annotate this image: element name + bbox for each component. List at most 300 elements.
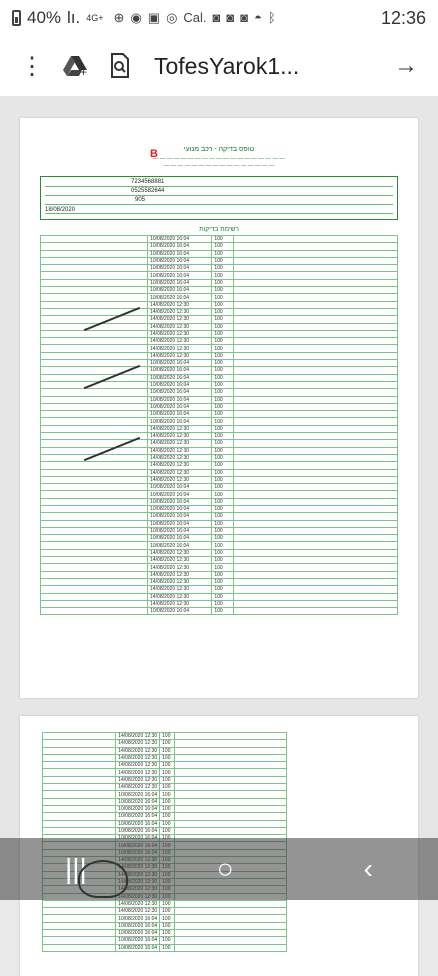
row-label (233, 236, 397, 243)
row-value: 100 (212, 608, 233, 615)
table-row (41, 557, 398, 564)
row-date: 14/08/2020 12:30 (148, 476, 212, 483)
row-value: 100 (212, 403, 233, 410)
table-row (41, 418, 398, 425)
row-date: 10/08/2020 16:04 (148, 250, 212, 257)
row-date: 10/08/2020 16:04 (116, 791, 160, 798)
row-note (43, 762, 116, 769)
row-label (174, 827, 286, 834)
row-date: 10/08/2020 16:04 (148, 498, 212, 505)
row-value: 100 (212, 578, 233, 585)
table-row (41, 462, 398, 469)
row-note (41, 425, 148, 432)
row-label (233, 374, 397, 381)
row-date: 14/08/2020 12:30 (148, 308, 212, 315)
row-value: 100 (212, 476, 233, 483)
row-note (41, 535, 148, 542)
row-note (43, 798, 116, 805)
svg-text:+: + (80, 65, 88, 79)
row-note (41, 257, 148, 264)
row-label (233, 389, 397, 396)
row-note (41, 469, 148, 476)
table-row (41, 367, 398, 374)
row-date: 10/08/2020 16:04 (116, 820, 160, 827)
table-row (43, 915, 287, 922)
row-value: 100 (212, 549, 233, 556)
row-note (43, 922, 116, 929)
messenger-icon: ◓ (254, 10, 262, 25)
row-date: 14/08/2020 12:30 (148, 301, 212, 308)
row-label (233, 330, 397, 337)
document-content (40, 146, 398, 615)
row-date: 14/08/2020 12:30 (148, 440, 212, 447)
row-note (41, 301, 148, 308)
row-label (174, 930, 286, 937)
row-value: 100 (160, 827, 175, 834)
table-row (41, 476, 398, 483)
row-date: 10/08/2020 16:04 (116, 944, 160, 951)
row-note (41, 564, 148, 571)
row-value: 100 (160, 820, 175, 827)
row-value: 100 (160, 740, 175, 747)
row-label (233, 454, 397, 461)
row-date: 10/08/2020 16:04 (148, 608, 212, 615)
row-date: 10/08/2020 16:04 (148, 411, 212, 418)
row-label (233, 520, 397, 527)
row-note (41, 418, 148, 425)
row-date: 10/08/2020 16:04 (148, 272, 212, 279)
row-label (233, 352, 397, 359)
row-date: 10/08/2020 16:04 (148, 381, 212, 388)
row-date: 14/08/2020 12:30 (148, 433, 212, 440)
row-value: 100 (212, 236, 233, 243)
table-row (41, 250, 398, 257)
row-note (41, 586, 148, 593)
row-date: 14/08/2020 12:30 (148, 323, 212, 330)
row-value: 100 (212, 571, 233, 578)
doc-header: טופס בדיקה - רכב מנועי (183, 146, 255, 153)
row-note (41, 396, 148, 403)
row-label (233, 527, 397, 534)
viewer-toolbar (0, 36, 438, 96)
row-note (43, 805, 116, 812)
row-label (233, 381, 397, 388)
row-value: 100 (212, 374, 233, 381)
table-row (41, 542, 398, 549)
row-label (174, 922, 286, 929)
table-row (41, 608, 398, 615)
row-note (41, 447, 148, 454)
row-value: 100 (212, 316, 233, 323)
table-row (41, 425, 398, 432)
phone-number: 0525582644 (131, 188, 165, 194)
row-date: 10/08/2020 16:04 (116, 798, 160, 805)
row-label (233, 272, 397, 279)
table-row (41, 236, 398, 243)
table-row (43, 900, 287, 907)
row-label (233, 578, 397, 585)
row-date: 10/08/2020 16:04 (148, 257, 212, 264)
row-label (174, 900, 286, 907)
row-value: 100 (212, 338, 233, 345)
license-number: 905 (135, 197, 146, 203)
row-value: 100 (160, 930, 175, 937)
row-label (233, 593, 397, 600)
row-note (43, 908, 116, 915)
row-value: 100 (212, 491, 233, 498)
row-date: 10/08/2020 16:04 (116, 813, 160, 820)
row-label (233, 433, 397, 440)
row-value: 100 (212, 294, 233, 301)
row-value: 100 (212, 287, 233, 294)
row-label (174, 776, 286, 783)
row-note (43, 754, 116, 761)
row-label (174, 813, 286, 820)
table-row (41, 520, 398, 527)
row-label (174, 805, 286, 812)
pdf-viewer[interactable] (0, 96, 438, 951)
row-label (233, 316, 397, 323)
row-date: 14/08/2020 12:30 (148, 352, 212, 359)
table-row (43, 805, 287, 812)
whatsapp-icon: ◎ (166, 10, 178, 25)
row-label (233, 600, 397, 607)
row-date: 10/08/2020 16:04 (148, 374, 212, 381)
row-value: 100 (160, 922, 175, 929)
row-date: 10/08/2020 16:04 (148, 236, 212, 243)
row-value: 100 (160, 908, 175, 915)
row-value: 100 (212, 411, 233, 418)
row-value: 100 (212, 557, 233, 564)
row-value: 100 (212, 418, 233, 425)
row-value: 100 (212, 593, 233, 600)
checks-table (40, 235, 398, 615)
row-value: 100 (212, 520, 233, 527)
row-label (233, 367, 397, 374)
row-note (43, 827, 116, 834)
table-row (43, 784, 287, 791)
row-date: 14/08/2020 12:30 (116, 747, 160, 754)
row-date: 14/08/2020 12:30 (116, 908, 160, 915)
document-title: TofesYarok1... (154, 52, 300, 79)
row-value: 100 (212, 330, 233, 337)
row-date: 10/08/2020 16:04 (116, 805, 160, 812)
row-date: 14/08/2020 12:30 (148, 586, 212, 593)
row-value: 100 (212, 279, 233, 286)
row-date: 14/08/2020 12:30 (148, 425, 212, 432)
doc-letter: B (150, 148, 158, 160)
signal-icon: lı. (67, 8, 81, 27)
row-note (41, 243, 148, 250)
row-date: 10/08/2020 16:04 (148, 367, 212, 374)
row-value: 100 (212, 265, 233, 272)
row-note (43, 937, 116, 944)
row-note (43, 776, 116, 783)
row-value: 100 (212, 447, 233, 454)
table-row (41, 338, 398, 345)
row-date: 10/08/2020 16:04 (116, 937, 160, 944)
row-value: 100 (212, 600, 233, 607)
table-row (41, 549, 398, 556)
row-note (41, 505, 148, 512)
row-value: 100 (212, 389, 233, 396)
row-date: 14/08/2020 12:30 (116, 900, 160, 907)
table-row (41, 564, 398, 571)
table-row (41, 308, 398, 315)
table-row (41, 360, 398, 367)
row-note (41, 411, 148, 418)
table-row (41, 593, 398, 600)
row-date: 10/08/2020 16:04 (148, 505, 212, 512)
row-label (233, 469, 397, 476)
row-value: 100 (160, 937, 175, 944)
row-value: 100 (212, 301, 233, 308)
row-date: 14/08/2020 12:30 (148, 330, 212, 337)
row-label (174, 733, 286, 740)
row-label (233, 403, 397, 410)
table-row (43, 740, 287, 747)
row-label (174, 798, 286, 805)
table-row (41, 600, 398, 607)
more-options-button[interactable] (10, 44, 54, 88)
table-row (41, 316, 398, 323)
table-row (41, 396, 398, 403)
row-date: 14/08/2020 12:30 (148, 593, 212, 600)
signature-overlay (78, 860, 128, 898)
table-row (43, 937, 287, 944)
row-date: 10/08/2020 16:04 (148, 389, 212, 396)
row-note (43, 784, 116, 791)
row-label (233, 440, 397, 447)
table-row (41, 484, 398, 491)
row-value: 100 (212, 484, 233, 491)
row-date: 14/08/2020 12:30 (148, 469, 212, 476)
row-note (41, 360, 148, 367)
row-note (41, 250, 148, 257)
location-icon: ◉ (130, 10, 142, 25)
row-label (233, 294, 397, 301)
row-label (233, 505, 397, 512)
table-row (43, 813, 287, 820)
row-label (233, 542, 397, 549)
table-row (41, 389, 398, 396)
row-value: 100 (212, 323, 233, 330)
row-date: 10/08/2020 16:04 (148, 360, 212, 367)
row-note (41, 279, 148, 286)
row-note (41, 389, 148, 396)
bluetooth-icon: ᛒ (267, 10, 276, 25)
row-label (233, 338, 397, 345)
row-date: 10/08/2020 16:04 (148, 484, 212, 491)
table-row (43, 827, 287, 834)
row-date: 10/08/2020 16:04 (148, 279, 212, 286)
form-date: 18/08/2020 (45, 207, 76, 213)
table-row (41, 345, 398, 352)
pdf-page-1 (20, 118, 418, 698)
row-label (233, 323, 397, 330)
row-note (43, 930, 116, 937)
sync-icon: ⊕ (113, 10, 125, 25)
row-date: 14/08/2020 12:30 (116, 762, 160, 769)
add-to-drive-button[interactable] (54, 44, 98, 88)
table-row (41, 411, 398, 418)
instagram-icon: ◙ (226, 10, 235, 25)
table-row (43, 733, 287, 740)
row-label (233, 396, 397, 403)
instagram-icon: ◙ (240, 10, 249, 25)
row-note (43, 820, 116, 827)
image-icon: ▣ (147, 10, 161, 25)
row-label (233, 513, 397, 520)
row-label (233, 243, 397, 250)
arrow-right-icon: → (394, 52, 418, 79)
row-label (233, 411, 397, 418)
section-title: רשימת בדיקות (199, 226, 239, 233)
table-row (41, 498, 398, 505)
row-value: 100 (212, 462, 233, 469)
row-label (174, 791, 286, 798)
row-label (233, 308, 397, 315)
row-label (233, 564, 397, 571)
row-label (174, 820, 286, 827)
row-value: 100 (212, 535, 233, 542)
row-value: 100 (212, 425, 233, 432)
table-row (41, 272, 398, 279)
row-note (41, 608, 148, 615)
row-date: 14/08/2020 12:30 (148, 557, 212, 564)
row-date: 10/08/2020 16:04 (148, 265, 212, 272)
row-date: 10/08/2020 16:04 (148, 396, 212, 403)
android-nav-bar (0, 838, 438, 900)
row-label (174, 740, 286, 747)
row-label (233, 549, 397, 556)
row-value: 100 (212, 352, 233, 359)
home-button[interactable]: ○ (216, 853, 234, 884)
row-note (43, 915, 116, 922)
row-value: 100 (212, 469, 233, 476)
table-row (43, 769, 287, 776)
row-value: 100 (212, 527, 233, 534)
details-box (40, 176, 398, 220)
table-row (41, 257, 398, 264)
row-value: 100 (212, 586, 233, 593)
row-value: 100 (212, 454, 233, 461)
row-date: 10/08/2020 16:04 (148, 243, 212, 250)
status-bar (0, 0, 438, 36)
row-value: 100 (160, 944, 175, 951)
row-label (233, 462, 397, 469)
row-date: 10/08/2020 16:04 (116, 930, 160, 937)
table-row (43, 776, 287, 783)
back-button[interactable]: ‹ (363, 853, 373, 884)
row-note (41, 338, 148, 345)
row-note (41, 345, 148, 352)
row-value: 100 (212, 505, 233, 512)
row-value: 100 (212, 381, 233, 388)
row-note (43, 900, 116, 907)
row-note (41, 593, 148, 600)
row-date: 10/08/2020 16:04 (116, 915, 160, 922)
row-note (43, 791, 116, 798)
row-date: 10/08/2020 16:04 (148, 520, 212, 527)
row-note (41, 476, 148, 483)
recent-apps-button[interactable]: ||| (64, 853, 87, 884)
row-note (43, 733, 116, 740)
doc-subheader: — — — — — — — — — — — — — — — — — — — — — — — — — — — — — — — — — — — (152, 156, 285, 169)
table-row (41, 447, 398, 454)
table-row (41, 279, 398, 286)
row-label (233, 571, 397, 578)
row-date: 10/08/2020 16:04 (148, 527, 212, 534)
row-date: 14/08/2020 12:30 (148, 447, 212, 454)
row-label (233, 287, 397, 294)
row-note (41, 374, 148, 381)
row-value: 100 (160, 791, 175, 798)
row-date: 10/08/2020 16:04 (148, 294, 212, 301)
row-note (41, 236, 148, 243)
row-note (43, 740, 116, 747)
row-value: 100 (160, 747, 175, 754)
table-row (41, 403, 398, 410)
table-row (41, 243, 398, 250)
row-label (233, 447, 397, 454)
row-date: 10/08/2020 16:04 (148, 513, 212, 520)
row-label (233, 535, 397, 542)
row-value: 100 (160, 900, 175, 907)
row-date: 10/08/2020 16:04 (148, 491, 212, 498)
row-date: 14/08/2020 12:30 (148, 571, 212, 578)
row-date: 14/08/2020 12:30 (116, 784, 160, 791)
row-label (174, 762, 286, 769)
open-button[interactable] (384, 44, 428, 88)
row-date: 10/08/2020 16:04 (148, 542, 212, 549)
table-row (41, 330, 398, 337)
row-label (233, 418, 397, 425)
find-in-page-button[interactable] (98, 44, 142, 88)
row-note (41, 403, 148, 410)
row-note (41, 272, 148, 279)
row-note (41, 294, 148, 301)
table-row (41, 287, 398, 294)
row-label (174, 908, 286, 915)
row-note (43, 769, 116, 776)
row-date: 10/08/2020 16:04 (116, 922, 160, 929)
row-date: 14/08/2020 12:30 (148, 316, 212, 323)
row-value: 100 (212, 542, 233, 549)
row-note (41, 578, 148, 585)
row-date: 14/08/2020 12:30 (148, 345, 212, 352)
row-note (41, 498, 148, 505)
row-value: 100 (212, 272, 233, 279)
row-label (174, 769, 286, 776)
network-type: 4G+ (86, 13, 104, 23)
row-value: 100 (212, 440, 233, 447)
row-note (43, 813, 116, 820)
row-note (43, 944, 116, 951)
row-value: 100 (160, 798, 175, 805)
row-label (233, 345, 397, 352)
table-row (41, 535, 398, 542)
row-label (233, 279, 397, 286)
row-label (233, 301, 397, 308)
table-row (41, 352, 398, 359)
table-row (43, 791, 287, 798)
row-date: 14/08/2020 12:30 (148, 338, 212, 345)
row-value: 100 (212, 360, 233, 367)
row-label (233, 360, 397, 367)
row-label (233, 265, 397, 272)
row-note (41, 265, 148, 272)
